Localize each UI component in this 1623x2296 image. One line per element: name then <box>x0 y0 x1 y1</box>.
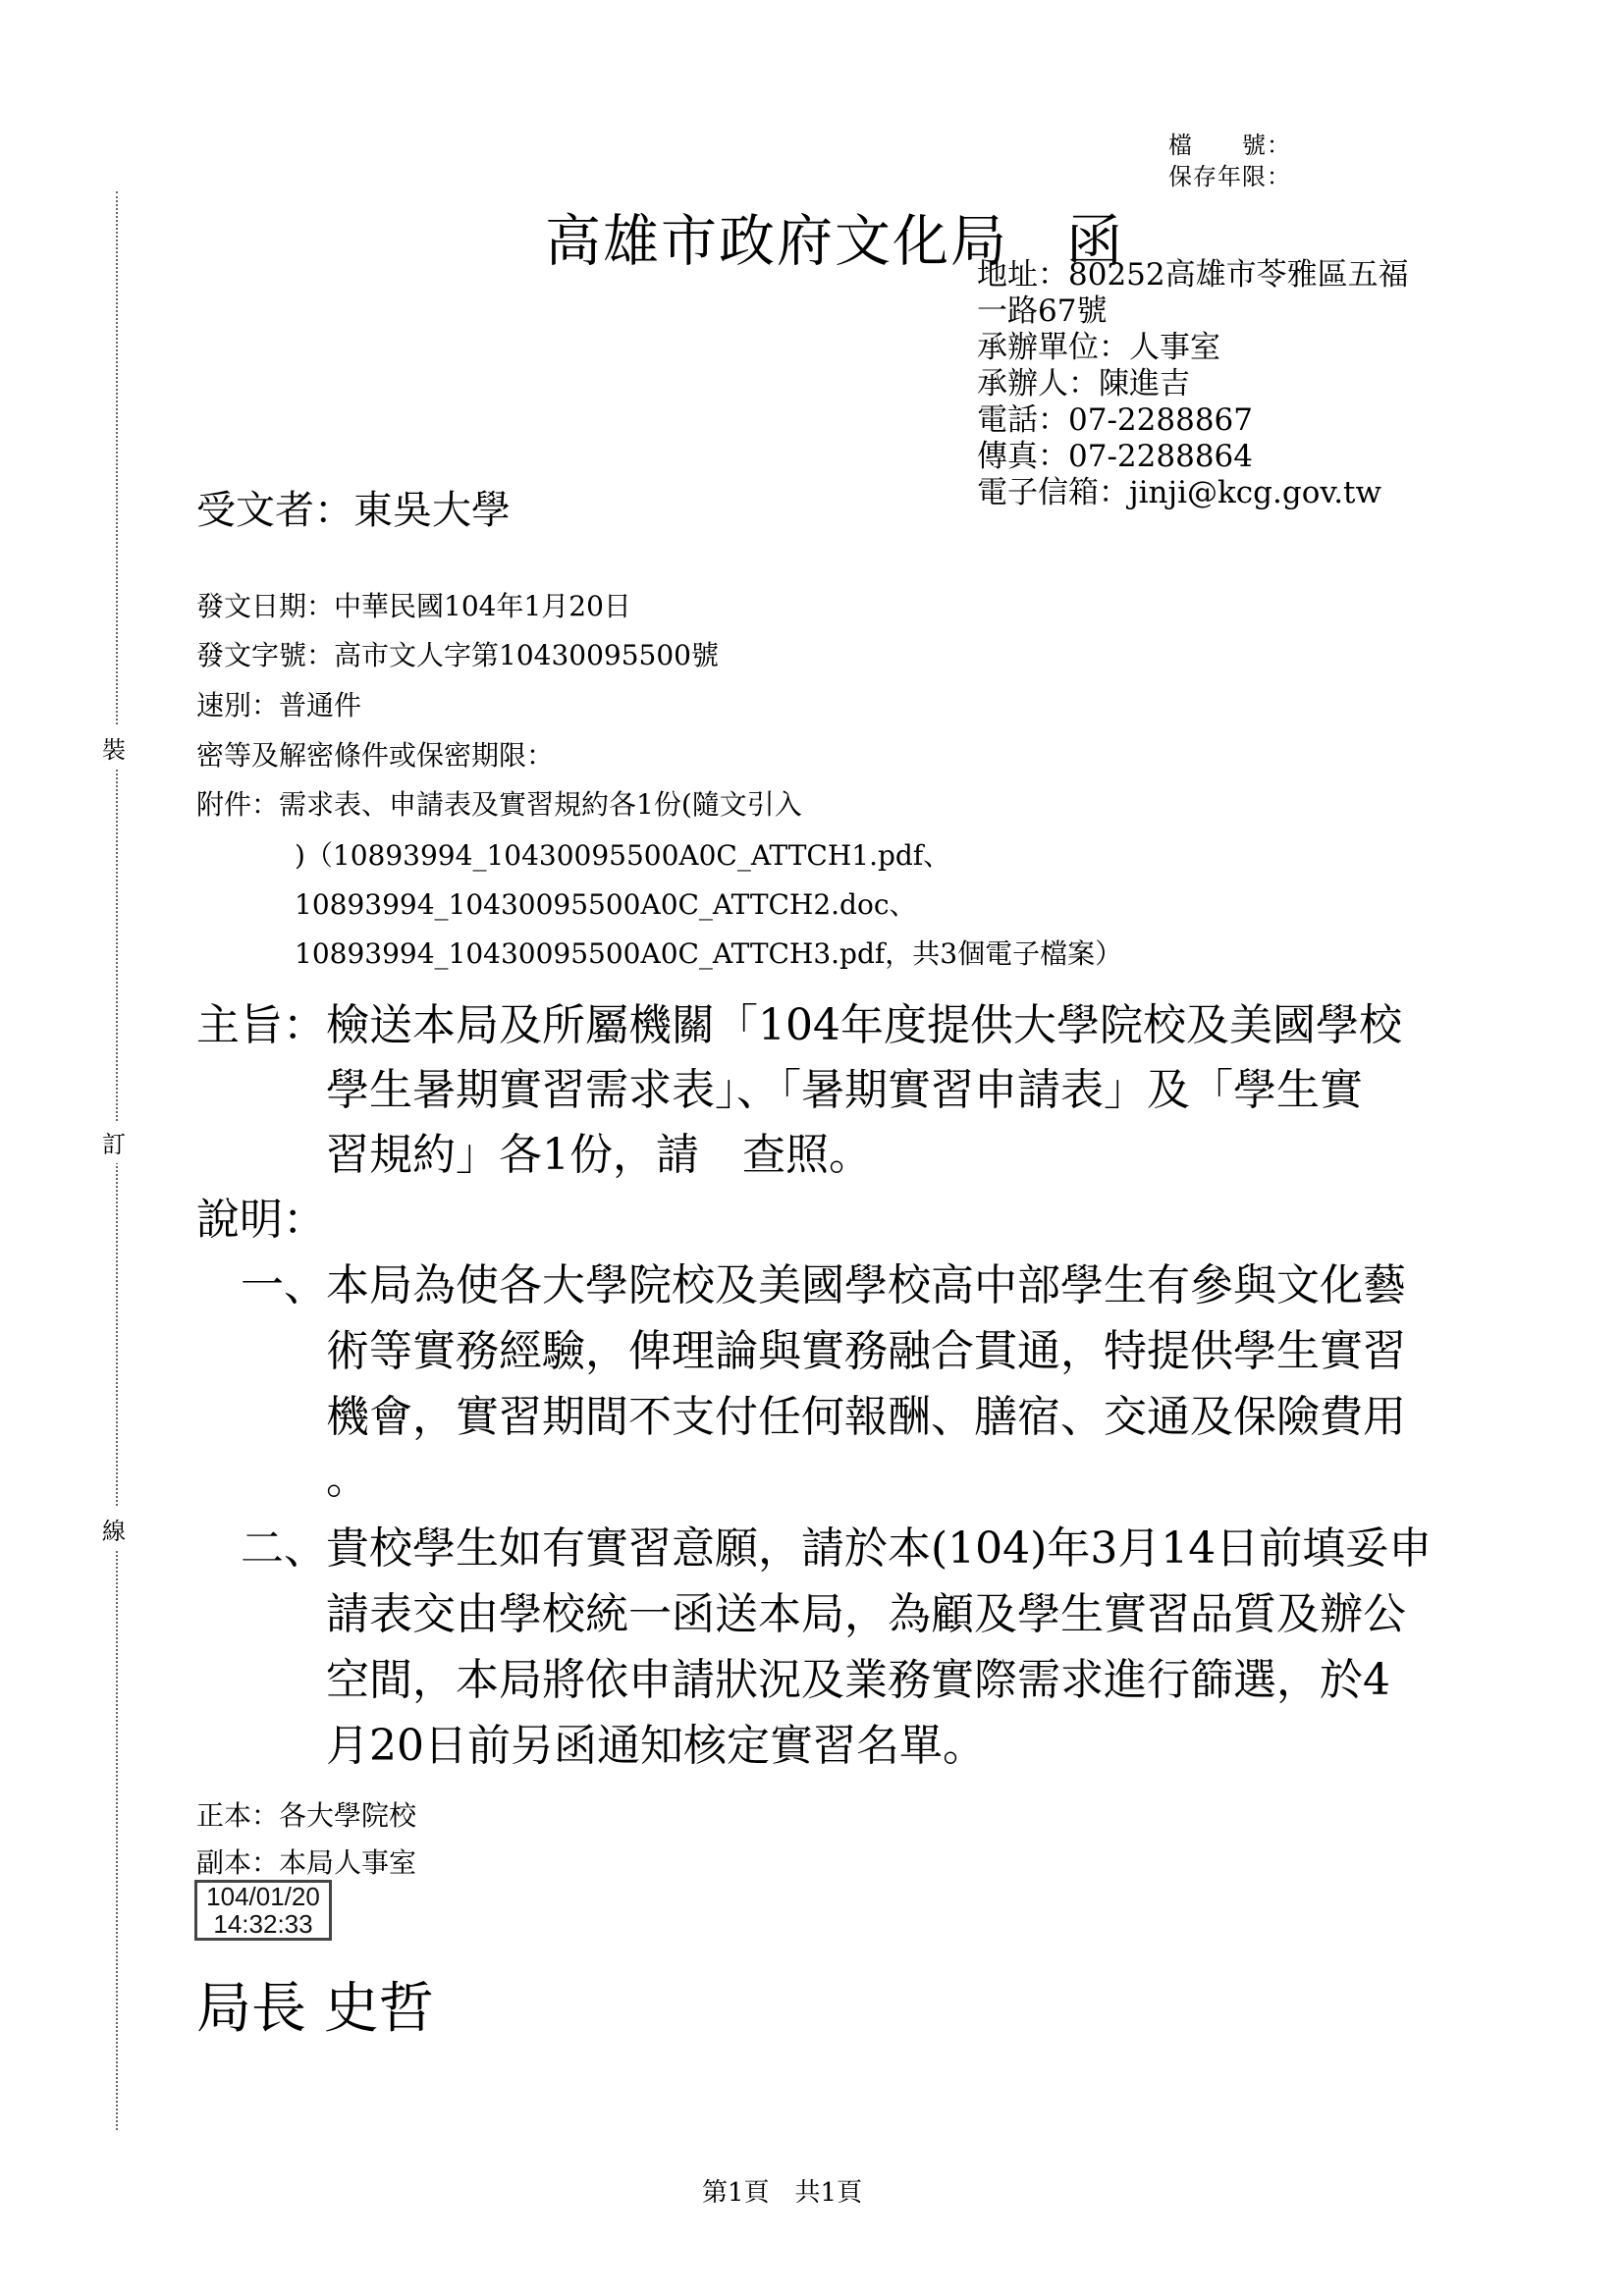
explanation-item-line: 貴校學生如有實習意願，請於本(104)年3月14日前填妥申 <box>326 1523 1433 1574</box>
explanation-item-line: 。 <box>326 1454 369 1504</box>
document-title: 高雄市政府文化局 函 <box>545 209 1124 274</box>
explanation-label: 說明： <box>196 1195 326 1245</box>
stamp-time: 14:32:33 <box>213 1909 313 1939</box>
signature: 局長 史哲 <box>196 1977 434 2041</box>
original-recipient: 正本：各大學院校 <box>196 1799 417 1832</box>
explanation-item-line: 請表交由學校統一函送本局，為顧及學生實習品質及辦公 <box>326 1589 1406 1639</box>
attachment-file: 10893994_10430095500A0C_ATTCH2.doc、 <box>295 888 917 921</box>
contact-email: 電子信箱：jinji@kcg.gov.tw <box>977 475 1382 510</box>
attachment-file: 10893994_10430095500A0C_ATTCH3.pdf，共3個電子檔案） <box>295 937 1123 970</box>
timestamp-stamp <box>194 1880 332 1941</box>
subject-line-cont: 學生暑期實習需求表」、「暑期實習申請表」及「學生實 <box>326 1065 1363 1115</box>
contact-person: 承辦人：陳進吉 <box>977 366 1190 401</box>
attachment-file: )（10893994_10430095500A0C_ATTCH1.pdf、 <box>295 839 951 872</box>
document-number: 發文字號：高市文人字第10430095500號 <box>196 639 719 671</box>
issue-date: 發文日期：中華民國104年1月20日 <box>196 590 631 622</box>
binding-mark-xian: 線 <box>102 1508 126 1550</box>
copy-recipient: 副本：本局人事室 <box>196 1846 417 1879</box>
contact-fax: 傳真：07-2288864 <box>977 439 1253 474</box>
secrecy-level: 密等及解密條件或保密期限： <box>196 739 555 772</box>
explanation-item-line: 月20日前另函通知核定實習名單。 <box>326 1721 986 1771</box>
explanation-item-number: 一、 <box>241 1260 327 1310</box>
stamp-date: 104/01/20 <box>206 1882 320 1911</box>
contact-address: 地址：80252高雄市苓雅區五福 <box>977 257 1409 293</box>
binding-mark-ding: 訂 <box>102 1121 126 1163</box>
explanation-item-line: 術等實務經驗，俾理論與實務融合貫通，特提供學生實習 <box>326 1326 1406 1376</box>
file-number-label: 檔 號： <box>1168 132 1291 159</box>
explanation-item-line: 機會，實習期間不支付任何報酬、膳宿、交通及保險費用 <box>326 1392 1406 1442</box>
contact-unit: 承辦單位：人事室 <box>977 330 1220 365</box>
speed-class: 速別：普通件 <box>196 689 362 721</box>
subject-line: 主旨：檢送本局及所屬機關「104年度提供大學院校及美國學校 <box>196 1000 1402 1050</box>
explanation-item-line: 空間，本局將依申請狀況及業務實際需求進行篩選，於4 <box>326 1655 1390 1705</box>
binding-mark-zhuang: 裝 <box>102 726 126 769</box>
explanation-item-number: 二、 <box>241 1523 327 1574</box>
explanation-item-line: 本局為使各大學院校及美國學校高中部學生有參與文化藝 <box>326 1260 1406 1310</box>
attachment-label: 附件：需求表、申請表及實習規約各1份(隨文引入 <box>196 788 802 821</box>
subject-line-cont: 習規約」各1份，請 查照。 <box>326 1130 872 1180</box>
retention-period-label: 保存年限： <box>1168 163 1291 190</box>
contact-address-cont: 一路67號 <box>977 294 1108 329</box>
recipient: 受文者：東吳大學 <box>196 488 511 533</box>
contact-phone: 電話：07-2288867 <box>977 402 1253 438</box>
page-footer: 第1頁 共1頁 <box>702 2178 863 2208</box>
